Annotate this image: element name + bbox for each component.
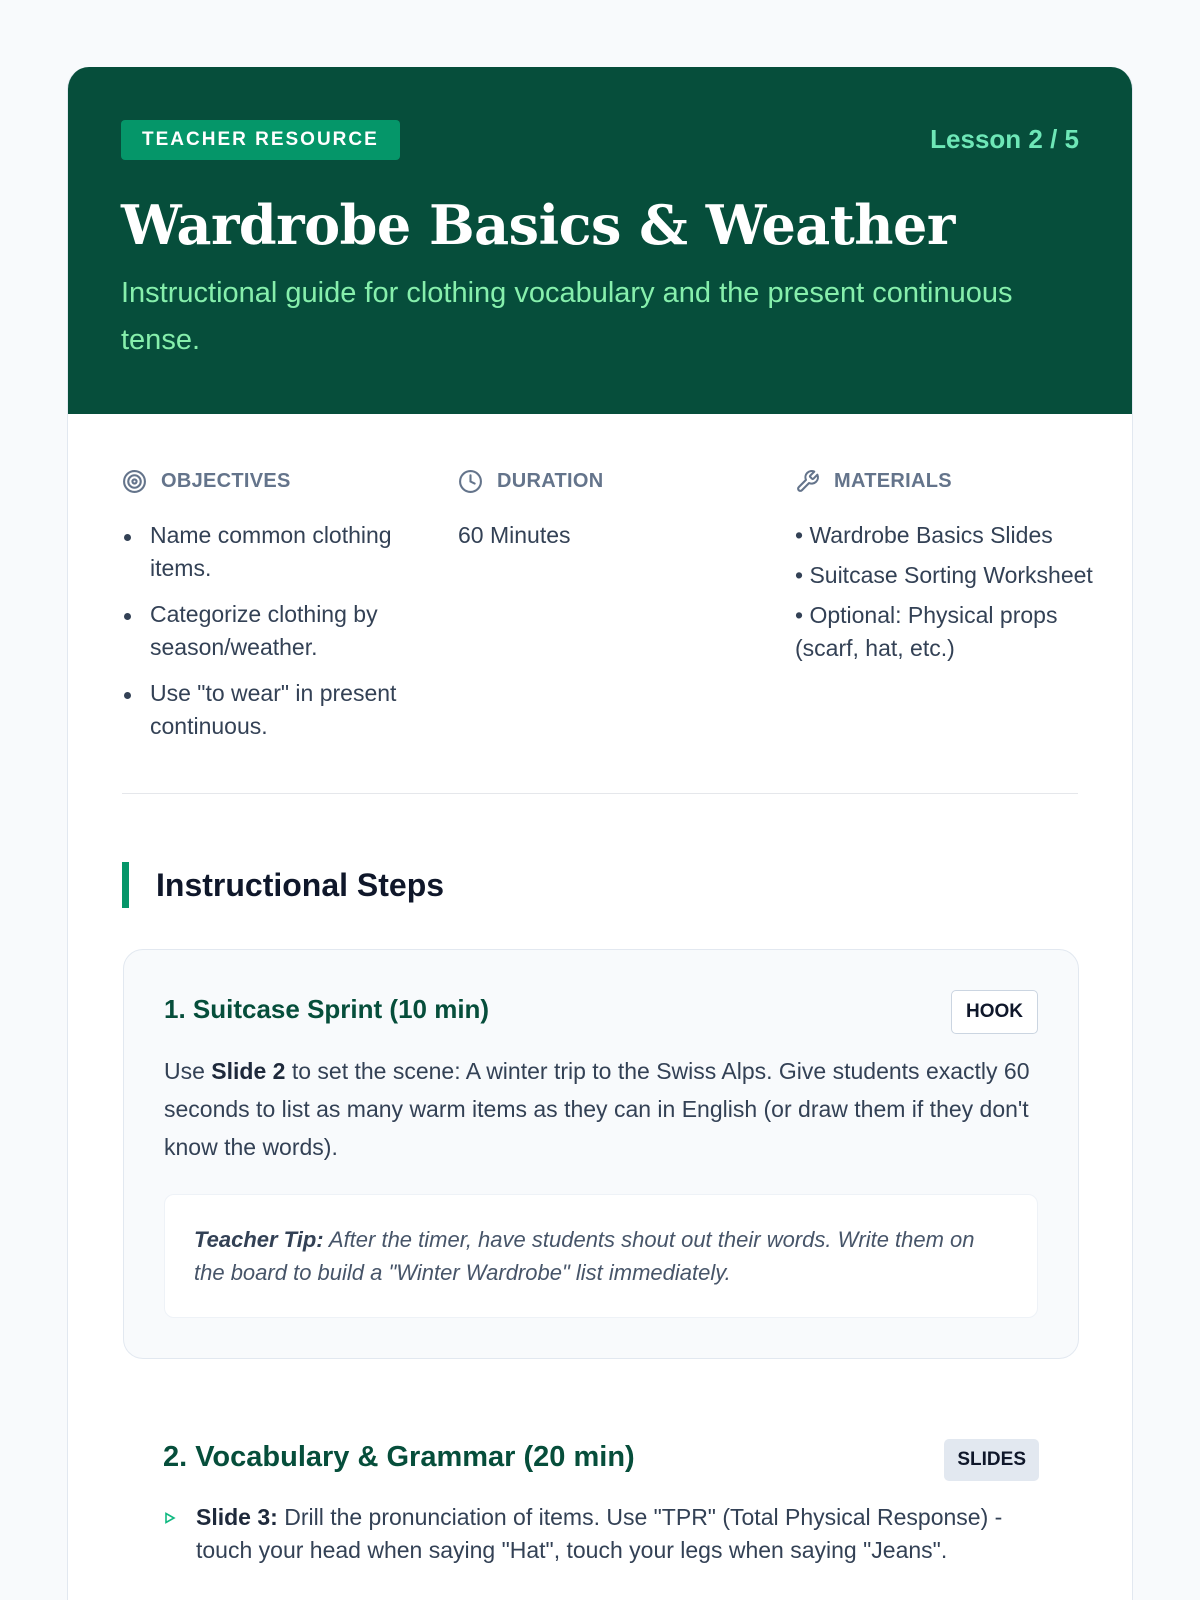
step-card: [123, 949, 1079, 1359]
step-body-pre: Use: [164, 1058, 212, 1084]
step-header: [163, 1439, 1039, 1483]
duration-column: [458, 468, 758, 552]
lesson-info: [122, 414, 1093, 794]
objectives-list: [122, 519, 422, 743]
clock-icon: [458, 469, 483, 494]
teacher-tip: [164, 1194, 1038, 1318]
list-item: • Suitcase Sorting Worksheet: [795, 562, 1093, 588]
tip-label: Teacher Tip:: [194, 1227, 324, 1252]
lesson-number: Lesson 2 / 5: [930, 124, 1079, 154]
step-header: [164, 990, 1038, 1034]
triangle-bullet-icon: [164, 1512, 176, 1524]
materials-column: [795, 468, 1095, 672]
resource-badge: TEACHER RESOURCE: [121, 120, 400, 160]
lesson-header: [68, 67, 1132, 414]
tip-text: After the timer, have students shout out their words. Write them on the board to build a "Winter Wardrobe" list immediately.: [194, 1227, 975, 1285]
step-section: [163, 1439, 1039, 1567]
step-tag: SLIDES: [944, 1439, 1039, 1481]
list-item: Use "to wear" in present continuous.: [122, 677, 422, 743]
step-tag: HOOK: [951, 990, 1038, 1034]
lesson-card: [67, 67, 1133, 1600]
list-item: • Optional: Physical props (scarf, hat, etc.): [795, 602, 1058, 661]
step-description: [164, 1052, 1038, 1166]
objectives-heading: [122, 468, 422, 494]
section-accent-bar: [122, 862, 129, 908]
materials-label: MATERIALS: [834, 469, 952, 492]
objectives-column: [122, 468, 422, 756]
step-bullet: [163, 1501, 1039, 1567]
step-body-bold: Slide 2: [211, 1058, 286, 1084]
duration-value: 60 Minutes: [458, 522, 571, 548]
step-title: 2. Vocabulary & Grammar (20 min): [163, 1441, 635, 1473]
duration-heading: [458, 468, 758, 494]
duration-label: DURATION: [497, 469, 604, 492]
page-title: Wardrobe Basics & Weather: [121, 193, 955, 257]
page-subtitle: Instructional guide for clothing vocabulary and the present continuous tense.: [121, 277, 1013, 357]
materials-heading: [795, 468, 1095, 494]
wrench-icon: [795, 469, 820, 494]
section-title: [122, 862, 444, 908]
bullet-bold: Slide 3:: [196, 1504, 278, 1530]
step-body-post: to set the scene: A winter trip to the Swiss Alps. Give students exactly 60 seconds to list as many warm items as they can in English (or draw them if they don't know the words).: [164, 1058, 1030, 1160]
target-icon: [122, 469, 147, 494]
section-title-text: Instructional Steps: [156, 866, 445, 903]
materials-list: [795, 519, 1095, 665]
bullet-text: Drill the pronunciation of items. Use "TPR" (Total Physical Response) - touch your head when saying "Hat", touch your legs when saying "Jeans".: [196, 1504, 1003, 1563]
step-title: 1. Suitcase Sprint (10 min): [164, 994, 490, 1024]
list-item: • Wardrobe Basics Slides: [795, 522, 1053, 548]
list-item: Name common clothing items.: [122, 519, 422, 585]
objectives-label: OBJECTIVES: [161, 469, 291, 492]
list-item: Categorize clothing by season/weather.: [122, 598, 422, 664]
